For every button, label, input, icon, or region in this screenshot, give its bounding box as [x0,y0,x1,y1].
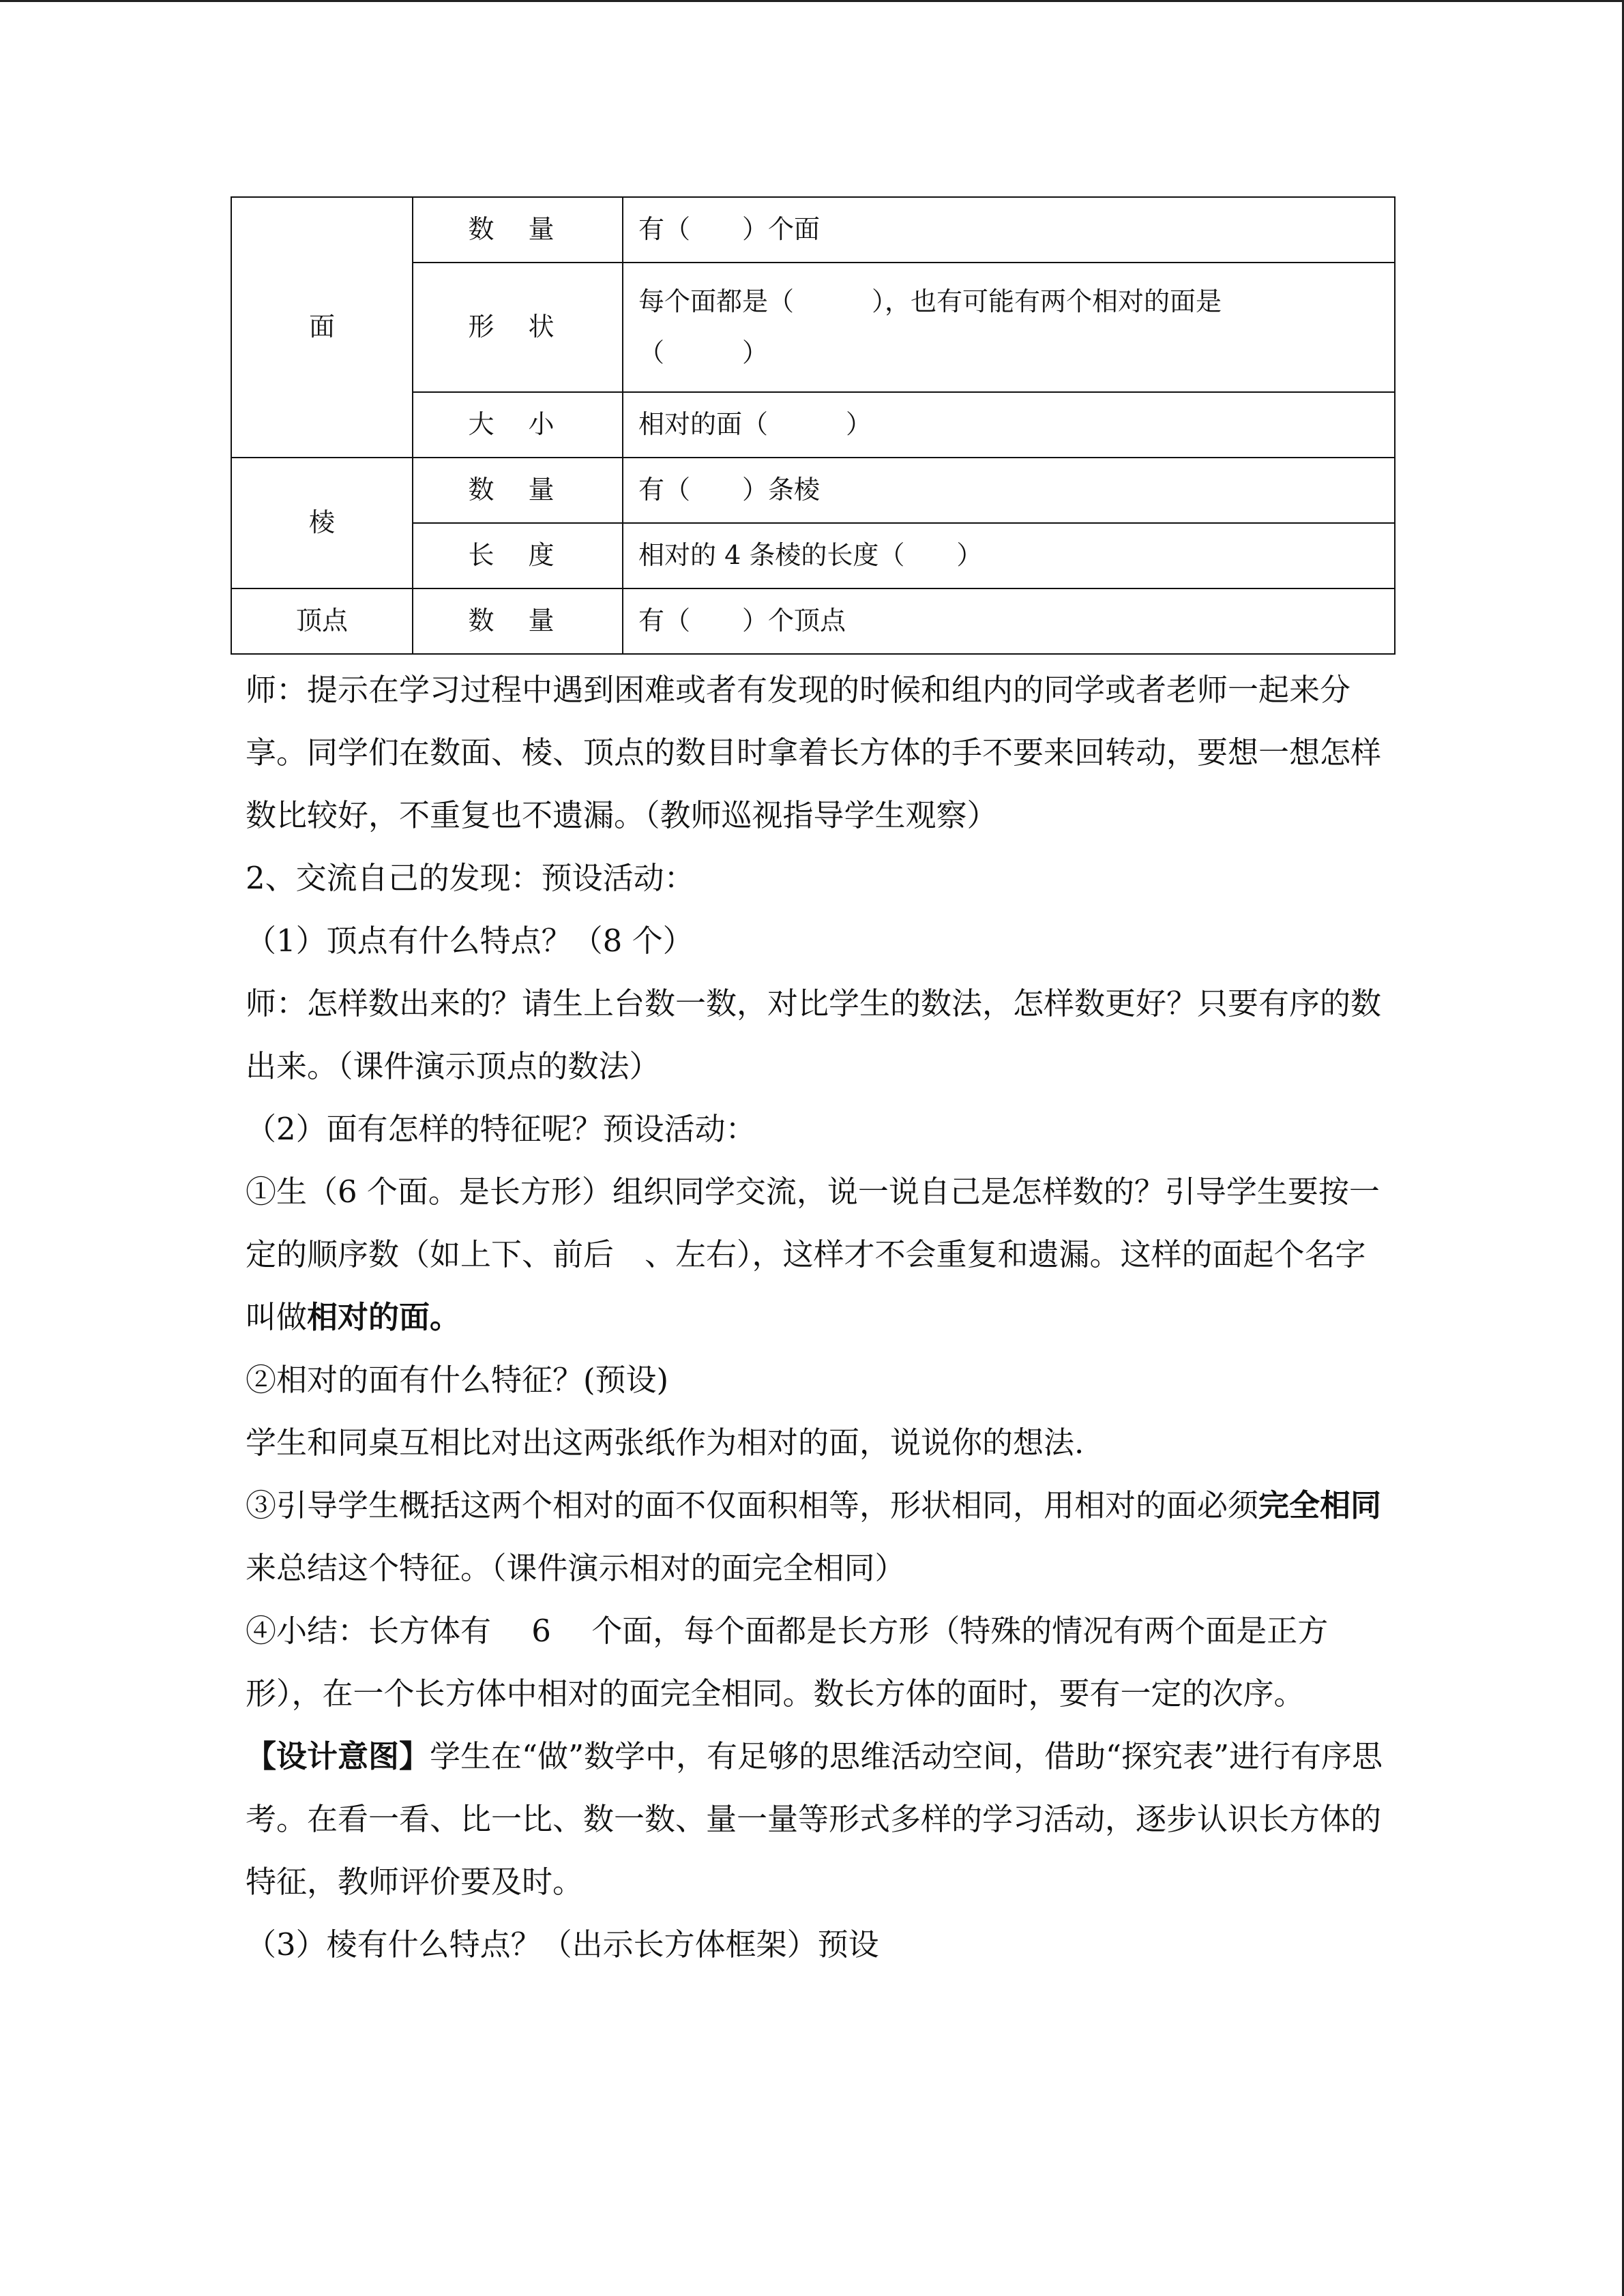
opposite-faces-term: 相对的面。 [307,1299,461,1335]
edge-length-label: 长 度 [413,523,623,588]
table-row [231,458,1395,523]
summary-guide-tail: 来总结这个特征。（课件演示相对的面完全相同） [246,1550,906,1586]
paragraph-edge-question: （3）棱有什么特点？（出示长方体框架）预设 [246,1926,879,1963]
face-shape-label: 形 状 [413,263,623,392]
table-row [231,197,1395,263]
face-count-value: 有（ ）个面 [623,197,1395,263]
paragraph-vertex-count: 师：怎样数出来的？请生上台数一数，对比学生的数法，怎样数更好？只要有序的数出来。（课件演示顶点的数法） [246,985,1382,1084]
face-shape-value-line1: 每个面都是（ ），也有可能有两个相对的面是 [638,286,1222,316]
category-face: 面 [231,197,413,458]
paragraph-teacher-prompt: 师：提示在学习过程中遇到困难或者有发现的时候和组内的同学或者老师一起来分享。同学们在数面、棱、顶点的数目时拿着长方体的手不要来回转动，要想一想怎样数比较好，不重复也不遗漏。（教师巡视指导学生观察） [246,672,1382,833]
face-shape-value-line2: （ ） [638,338,769,368]
table-row [231,588,1395,654]
paragraph-summary-guide [246,1474,1391,1600]
face-shape-cell [623,263,1395,392]
vertex-count-label: 数 量 [413,588,623,654]
edge-count-label: 数 量 [413,458,623,523]
vertex-count-value: 有（ ）个顶点 [623,588,1395,654]
paragraph-summary: ④小结：长方体有 6 个面，每个面都是长方形（特殊的情况有两个面是正方形），在一个长方体中相对的面完全相同。数长方体的面时，要有一定的次序。 [246,1613,1329,1712]
top-border-line [0,0,1624,2]
category-vertex: 顶点 [231,588,413,654]
face-discussion-text: ①生（6 个面。是长方形）组织同学交流，说一说自己是怎样数的？引导学生要按一定的顺序数（如上下、前后 、左右），这样才不会重复和遗漏。这样的面起个名字叫做 [246,1174,1380,1335]
lesson-body-text [246,659,1391,1976]
paragraph-face-discussion [246,1161,1391,1349]
edge-length-value: 相对的 4 条棱的长度（ ） [623,523,1395,588]
identical-term: 完全相同 [1258,1487,1382,1523]
design-intent-text: 学生在“做”数学中，有足够的思维活动空间，借助“探究表”进行有序思考。在看一看、比一比、数一数、量一量等形式多样的学习活动，逐步认识长方体的特征，教师评价要及时。 [246,1738,1383,1900]
paragraph-vertex-question: （1）顶点有什么特点？（8 个） [246,923,694,959]
cuboid-feature-table [231,196,1396,655]
category-edge: 棱 [231,458,413,588]
face-size-label: 大 小 [413,392,623,458]
paragraph-face-question: （2）面有怎样的特征呢？预设活动： [246,1111,756,1147]
paragraph-paper-compare: 学生和同桌互相比对出这两张纸作为相对的面，说说你的想法. [246,1425,1084,1461]
edge-count-value: 有（ ）条棱 [623,458,1395,523]
face-size-value: 相对的面（ ） [623,392,1395,458]
paragraph-exchange-heading: 2、交流自己的发现：预设活动： [246,860,695,896]
face-count-label: 数 量 [413,197,623,263]
paragraph-design-intent [246,1725,1391,1913]
design-intent-label: 【设计意图】 [246,1738,430,1774]
summary-guide-text: ③引导学生概括这两个相对的面不仅面积相等，形状相同，用相对的面必须 [246,1487,1259,1523]
paragraph-opposite-face-question: ②相对的面有什么特征？(预设) [246,1362,669,1398]
